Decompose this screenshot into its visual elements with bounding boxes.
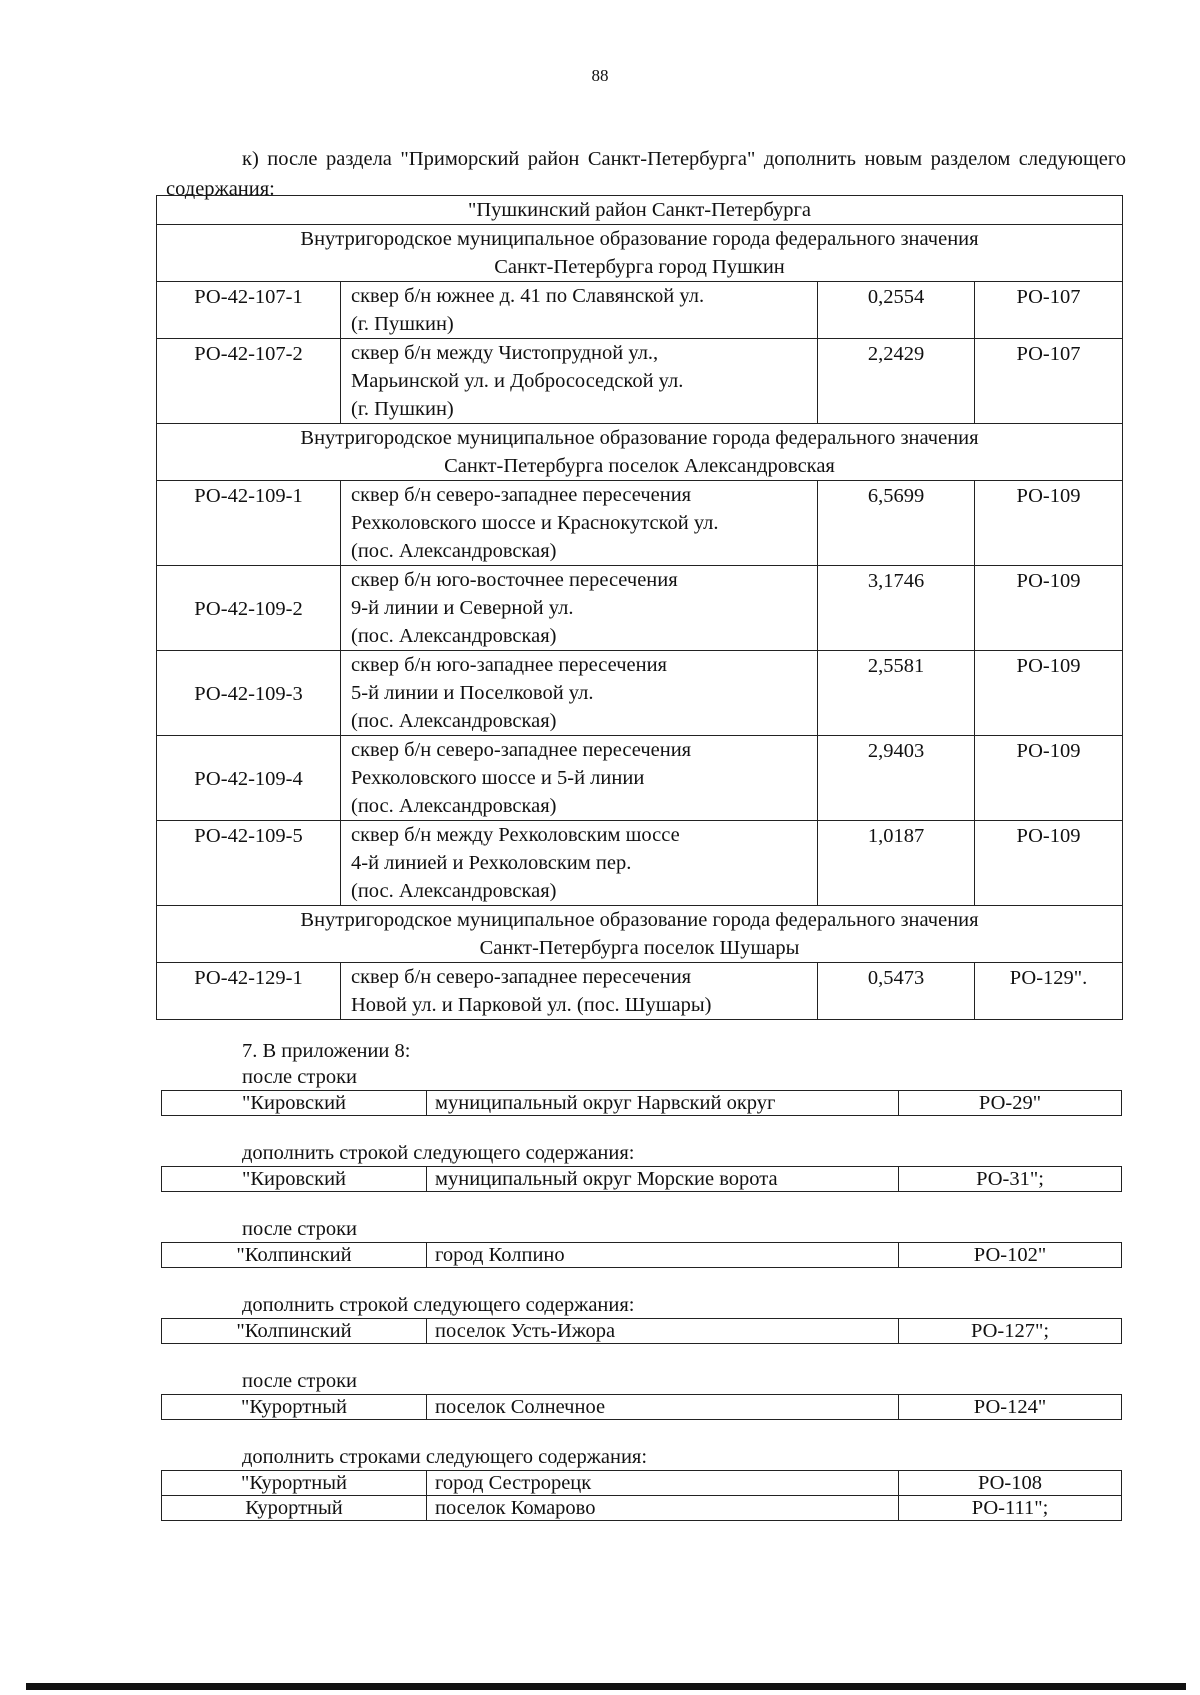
- code-cell: РО-29": [899, 1091, 1122, 1116]
- municipality-cell: город Сестрорецк: [427, 1471, 899, 1496]
- object-description: сквер б/н северо-западнее пересечения Рехколовского шоссе и 5-й линии (пос. Александровская): [341, 736, 818, 821]
- object-ref: РО-109: [975, 651, 1123, 736]
- object-description: сквер б/н юго-восточнее пересечения 9-й линии и Северной ул. (пос. Александровская): [341, 566, 818, 651]
- object-description: сквер б/н между Чистопрудной ул., Марьинской ул. и Добрососедской ул. (г. Пушкин): [341, 339, 818, 424]
- object-ref: РО-107: [975, 282, 1123, 339]
- table-row: [162, 1167, 1122, 1192]
- municipality-cell: муниципальный округ Морские ворота: [427, 1167, 899, 1192]
- object-area: 1,0187: [818, 821, 975, 906]
- object-ref: РО-129".: [975, 963, 1123, 1020]
- object-area: 3,1746: [818, 566, 975, 651]
- object-code: РО-42-109-3: [157, 651, 341, 736]
- section-heading-row: [157, 424, 1123, 481]
- district-cell: "Кировский: [162, 1091, 427, 1116]
- block-label: после строки: [242, 1218, 358, 1240]
- table-row: [162, 1091, 1122, 1116]
- district-cell: "Курортный: [162, 1395, 427, 1420]
- object-area: 0,5473: [818, 963, 975, 1020]
- section-heading-row: [157, 225, 1123, 282]
- table-row: [162, 1471, 1122, 1496]
- code-cell: РО-102": [899, 1243, 1122, 1268]
- municipality-cell: муниципальный округ Нарвский округ: [427, 1091, 899, 1116]
- table-row: [162, 1395, 1122, 1420]
- district-cell: "Кировский: [162, 1167, 427, 1192]
- object-area: 0,2554: [818, 282, 975, 339]
- table-row: [157, 651, 1123, 736]
- object-ref: РО-109: [975, 566, 1123, 651]
- district-cell: "Колпинский: [162, 1319, 427, 1344]
- object-code: РО-42-109-5: [157, 821, 341, 906]
- amendment-table: [161, 1470, 1122, 1521]
- code-cell: РО-108: [899, 1471, 1122, 1496]
- code-cell: РО-111";: [899, 1496, 1122, 1521]
- table-title: "Пушкинский район Санкт-Петербурга: [157, 196, 1123, 225]
- amendment-table: [161, 1242, 1122, 1268]
- object-ref: РО-109: [975, 481, 1123, 566]
- page-number: 88: [591, 66, 609, 85]
- district-cell: Курортный: [162, 1496, 427, 1521]
- object-ref: РО-107: [975, 339, 1123, 424]
- municipality-cell: город Колпино: [427, 1243, 899, 1268]
- block-label: дополнить строками следующего содержания:: [242, 1446, 648, 1468]
- block-label: дополнить строкой следующего содержания:: [242, 1142, 635, 1164]
- table-row: [162, 1243, 1122, 1268]
- section-heading: Внутригородское муниципальное образование города федерального значения Санкт-Петербурга город Пушкин: [157, 225, 1123, 282]
- amendment-table: [161, 1394, 1122, 1420]
- code-cell: РО-31";: [899, 1167, 1122, 1192]
- object-code: РО-42-107-2: [157, 339, 341, 424]
- object-ref: РО-109: [975, 736, 1123, 821]
- table-row: [157, 339, 1123, 424]
- section-heading: Внутригородское муниципальное образование города федерального значения Санкт-Петербурга поселок Шушары: [157, 906, 1123, 963]
- object-ref: РО-109: [975, 821, 1123, 906]
- object-description: сквер б/н северо-западнее пересечения Новой ул. и Парковой ул. (пос. Шушары): [341, 963, 818, 1020]
- intro-paragraph: к) после раздела "Приморский район Санкт-Петербурга" дополнить новым разделом следующего содержания:: [166, 148, 1126, 200]
- object-code: РО-42-107-1: [157, 282, 341, 339]
- item7-heading: 7. В приложении 8:: [242, 1040, 411, 1062]
- object-area: 2,2429: [818, 339, 975, 424]
- block-label: после строки: [242, 1066, 358, 1088]
- table-row: [162, 1319, 1122, 1344]
- amendment-table: [161, 1166, 1122, 1192]
- object-description: сквер б/н между Рехколовским шоссе 4-й линией и Рехколовским пер. (пос. Александровская): [341, 821, 818, 906]
- pushkin-district-table: [156, 195, 1123, 1020]
- table-row: [157, 736, 1123, 821]
- block-label: дополнить строкой следующего содержания:: [242, 1294, 635, 1316]
- table-row: [157, 566, 1123, 651]
- amendment-table: [161, 1090, 1122, 1116]
- object-code: РО-42-129-1: [157, 963, 341, 1020]
- object-area: 2,5581: [818, 651, 975, 736]
- code-cell: РО-127";: [899, 1319, 1122, 1344]
- table-row: [162, 1496, 1122, 1521]
- table-row: [157, 282, 1123, 339]
- district-cell: "Курортный: [162, 1471, 427, 1496]
- object-code: РО-42-109-2: [157, 566, 341, 651]
- municipality-cell: поселок Усть-Ижора: [427, 1319, 899, 1344]
- table-title-row: [157, 196, 1123, 225]
- object-code: РО-42-109-1: [157, 481, 341, 566]
- object-code: РО-42-109-4: [157, 736, 341, 821]
- object-description: сквер б/н южнее д. 41 по Славянской ул. (г. Пушкин): [341, 282, 818, 339]
- table-row: [157, 481, 1123, 566]
- bottom-rule: [26, 1683, 1186, 1690]
- object-description: сквер б/н северо-западнее пересечения Рехколовского шоссе и Краснокутской ул. (пос. Александровская): [341, 481, 818, 566]
- section-heading-row: [157, 906, 1123, 963]
- district-cell: "Колпинский: [162, 1243, 427, 1268]
- object-area: 6,5699: [818, 481, 975, 566]
- municipality-cell: поселок Солнечное: [427, 1395, 899, 1420]
- municipality-cell: поселок Комарово: [427, 1496, 899, 1521]
- block-label: после строки: [242, 1370, 358, 1392]
- table-row: [157, 821, 1123, 906]
- object-description: сквер б/н юго-западнее пересечения 5-й линии и Поселковой ул. (пос. Александровская): [341, 651, 818, 736]
- section-heading: Внутригородское муниципальное образование города федерального значения Санкт-Петербурга поселок Александровская: [157, 424, 1123, 481]
- object-area: 2,9403: [818, 736, 975, 821]
- table-row: [157, 963, 1123, 1020]
- amendment-table: [161, 1318, 1122, 1344]
- code-cell: РО-124": [899, 1395, 1122, 1420]
